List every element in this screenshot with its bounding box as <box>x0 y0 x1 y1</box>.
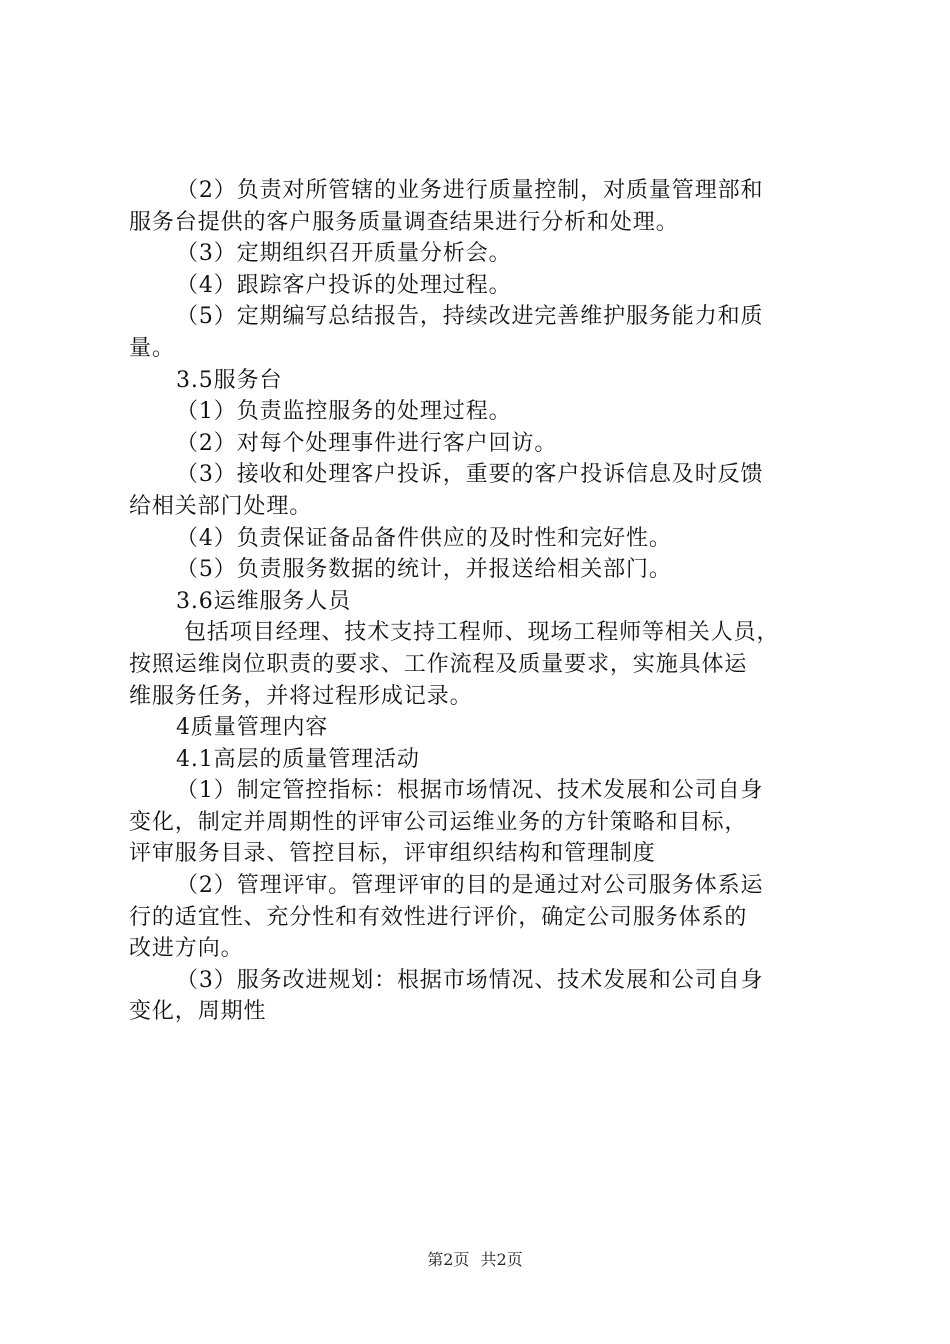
page-total: 共2页 <box>480 1250 523 1269</box>
paragraph-line: 评审服务目录、管控目标，评审组织结构和管理制度 <box>129 841 656 867</box>
paragraph-line: （4）负责保证备品备件供应的及时性和完好性。 <box>176 525 672 551</box>
paragraph-line: 量。 <box>129 335 175 361</box>
paragraph-line: （2）管理评审。管理评审的目的是通过对公司服务体系运 <box>176 873 764 899</box>
paragraph-line: （3）定期组织召开质量分析会。 <box>176 241 512 267</box>
paragraph-line: （3）接收和处理客户投诉，重要的客户投诉信息及时反馈 <box>176 462 764 488</box>
section-heading: 3.6运维服务人员 <box>176 588 352 614</box>
paragraph-line: 改进方向。 <box>129 936 244 962</box>
paragraph-line: 服务台提供的客户服务质量调查结果进行分析和处理。 <box>129 209 679 235</box>
paragraph-line: （2）负责对所管辖的业务进行质量控制，对质量管理部和 <box>176 178 764 203</box>
paragraph-line: （2）对每个处理事件进行客户回访。 <box>176 430 558 456</box>
paragraph-line: 包括项目经理、技术支持工程师、现场工程师等相关人员， <box>184 620 780 646</box>
section-heading: 3.5服务台 <box>176 367 283 393</box>
paragraph-line: 按照运维岗位职责的要求、工作流程及质量要求，实施具体运 <box>129 651 748 677</box>
paragraph-line: 行的适宜性、充分性和有效性进行评价，确定公司服务体系的 <box>129 904 748 930</box>
section-heading: 4质量管理内容 <box>176 715 329 741</box>
paragraph-line: （1）负责监控服务的处理过程。 <box>176 399 512 425</box>
paragraph-line: （5）负责服务数据的统计，并报送给相关部门。 <box>176 557 672 583</box>
paragraph-line: 变化，周期性 <box>129 999 267 1025</box>
paragraph-line: （1）制定管控指标：根据市场情况、技术发展和公司自身 <box>176 778 764 804</box>
page-footer <box>0 1247 950 1270</box>
paragraph-line: 给相关部门处理。 <box>129 493 313 519</box>
document-body <box>129 175 833 1028</box>
paragraph-line: 维服务任务，并将过程形成记录。 <box>129 683 473 709</box>
paragraph-line: （4）跟踪客户投诉的处理过程。 <box>176 272 512 298</box>
paragraph-line: （5）定期编写总结报告，持续改进完善维护服务能力和质 <box>176 304 764 330</box>
paragraph-line: （3）服务改进规划：根据市场情况、技术发展和公司自身 <box>176 967 764 993</box>
page-number: 第2页 <box>427 1250 470 1269</box>
section-heading: 4.1高层的质量管理活动 <box>176 746 420 772</box>
paragraph-line: 变化，制定并周期性的评审公司运维业务的方针策略和目标， <box>129 809 748 835</box>
